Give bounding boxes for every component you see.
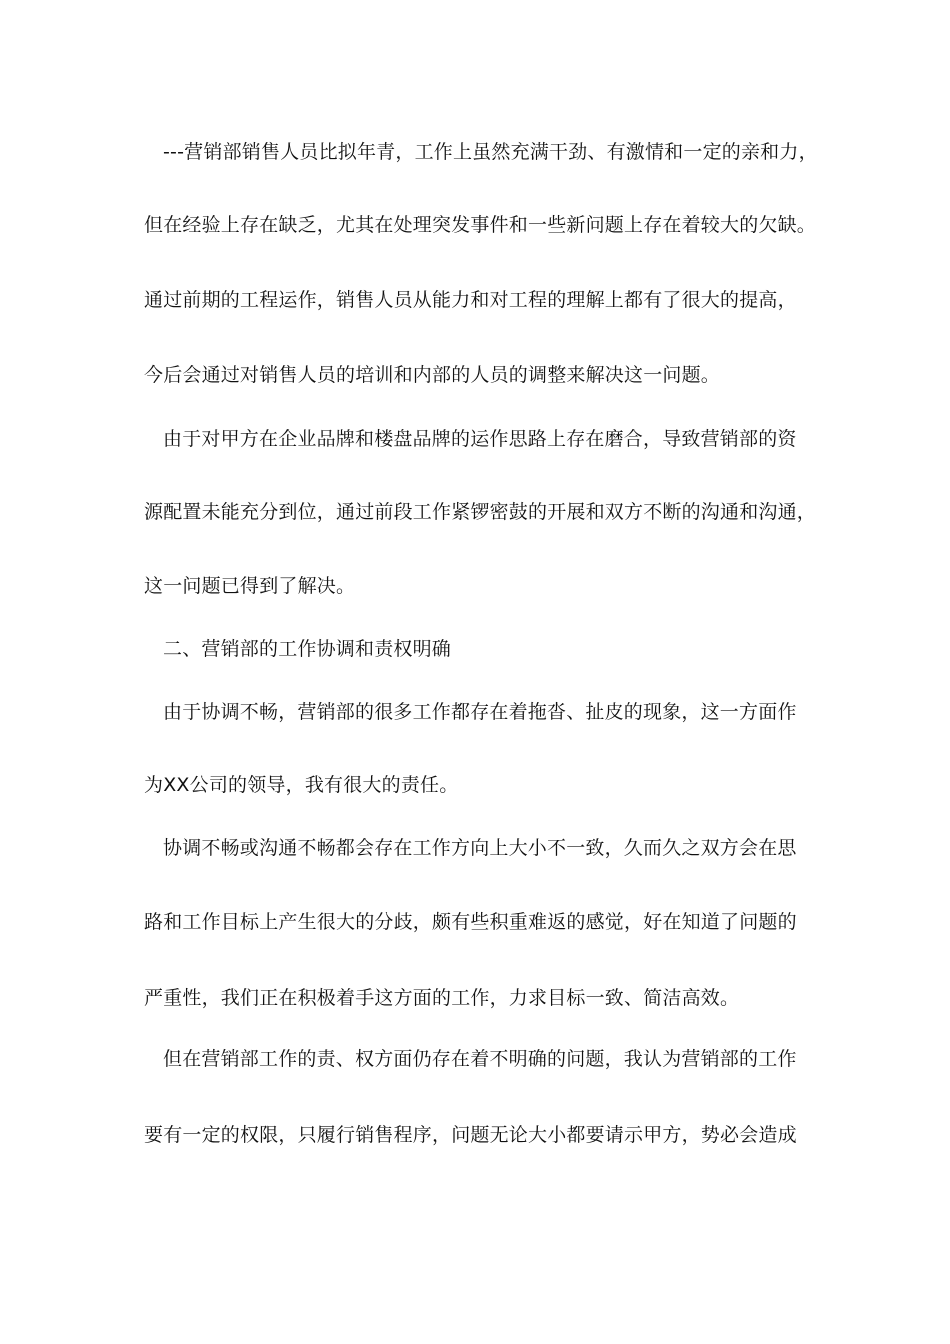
text-line: 由于协调不畅，营销部的很多工作都存在着拖沓、扯皮的现象，这一方面作 [163, 701, 797, 723]
text-line: 协调不畅或沟通不畅都会存在工作方向上大小不一致，久而久之双方会在思 [163, 837, 797, 859]
text-line: 源配置未能充分到位，通过前段工作紧锣密鼓的开展和双方不断的沟通和沟通， [144, 501, 817, 523]
text-line: 但在经验上存在缺乏，尤其在处理突发事件和一些新问题上存在着较大的欠缺。 [144, 214, 817, 236]
text-line: ---营销部销售人员比拟年青，工作上虽然充满干劲、有激情和一定的亲和力， [163, 141, 818, 163]
text-line: 要有一定的权限，只履行销售程序，问题无论大小都要请示甲方，势必会造成 [144, 1124, 797, 1146]
text-line: 严重性，我们正在积极着手这方面的工作，力求目标一致、简洁高效。 [144, 987, 740, 1009]
text-line: 但在营销部工作的责、权方面仍存在着不明确的问题，我认为营销部的工作 [163, 1048, 797, 1070]
text-line: 今后会通过对销售人员的培训和内部的人员的调整来解决这一问题。 [144, 364, 721, 386]
text-line: 为XX公司的领导，我有很大的责任。 [144, 774, 459, 796]
section-heading: 二、营销部的工作协调和责权明确 [163, 638, 452, 660]
text-line: 由于对甲方在企业品牌和楼盘品牌的运作思路上存在磨合，导致营销部的资 [163, 428, 797, 450]
text-line: 路和工作目标上产生很大的分歧，颇有些积重难返的感觉，好在知道了问题的 [144, 911, 797, 933]
text-line: 这一问题已得到了解决。 [144, 575, 356, 597]
text-line: 通过前期的工程运作，销售人员从能力和对工程的理解上都有了很大的提高， [144, 289, 797, 311]
